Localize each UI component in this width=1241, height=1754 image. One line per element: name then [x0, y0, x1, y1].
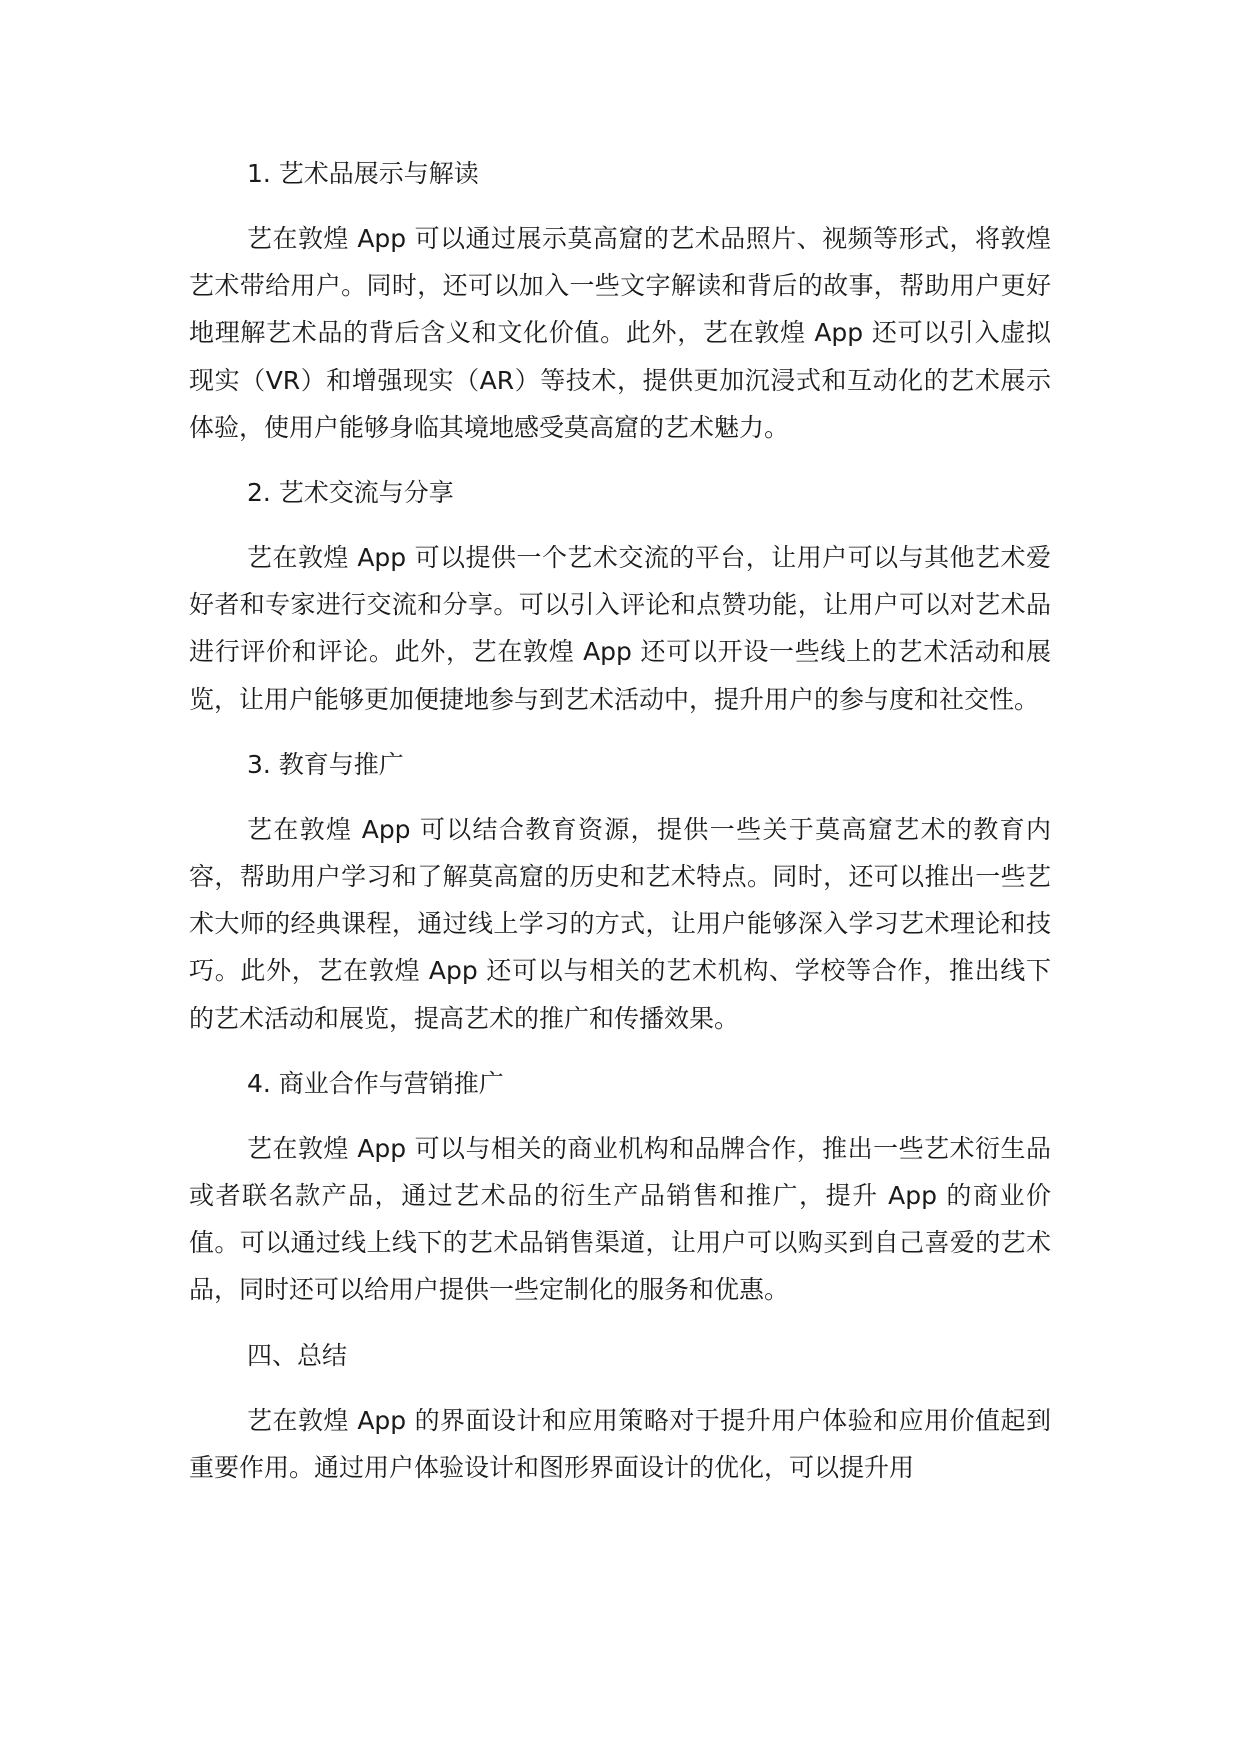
- summary-heading: 四、总结: [247, 1340, 348, 1370]
- section-heading-1: 1. 艺术品展示与解读: [247, 159, 479, 188]
- summary-paragraph: 艺在敦煌 App 的界面设计和应用策略对于提升用户体验和应用价值起到重要作用。通过用户体验设计和图形界面设计的优化，可以提升用: [189, 1405, 1051, 1482]
- section-paragraph-2: 艺在敦煌 App 可以提供一个艺术交流的平台，让用户可以与其他艺术爱好者和专家进行交流和分享。可以引入评论和点赞功能，让用户可以对艺术品进行评价和评论。此外，艺在敦煌 App 还可以开设一些线上的艺术活动和展览，让用户能够更加便捷地参与到艺术活动中，提升用户的参与度和社交性。: [189, 543, 1051, 714]
- section-heading-2: 2. 艺术交流与分享: [247, 478, 454, 508]
- section-heading-3: 3. 教育与推广: [247, 749, 404, 779]
- section-heading-4: 4. 商业合作与营销推广: [247, 1068, 504, 1098]
- section-paragraph-4: 艺在敦煌 App 可以与相关的商业机构和品牌合作，推出一些艺术衍生品或者联名款产品，通过艺术品的衍生产品销售和推广，提升 App 的商业价值。可以通过线上线下的艺术品销售渠道，让用户可以购买到自己喜爱的艺术品，同时还可以给用户提供一些定制化的服务和优惠。: [189, 1133, 1051, 1305]
- document-page: [189, 150, 1051, 1491]
- section-paragraph-1: 艺在敦煌 App 可以通过展示莫高窟的艺术品照片、视频等形式，将敦煌艺术带给用户。同时，还可以加入一些文字解读和背后的故事，帮助用户更好地理解艺术品的背后含义和文化价值。此外，艺在敦煌 App 还可以引入虚拟现实（VR）和增强现实（AR）等技术，提供更加沉浸式和互动化的艺术展示体验，使用户能够身临其境地感受莫高窟的艺术魅力。: [189, 224, 1051, 442]
- section-paragraph-3: 艺在敦煌 App 可以结合教育资源，提供一些关于莫高窟艺术的教育内容，帮助用户学习和了解莫高窟的历史和艺术特点。同时，还可以推出一些艺术大师的经典课程，通过线上学习的方式，让用户能够深入学习艺术理论和技巧。此外，艺在敦煌 App 还可以与相关的艺术机构、学校等合作，推出线下的艺术活动和展览，提高艺术的推广和传播效果。: [189, 814, 1051, 1033]
